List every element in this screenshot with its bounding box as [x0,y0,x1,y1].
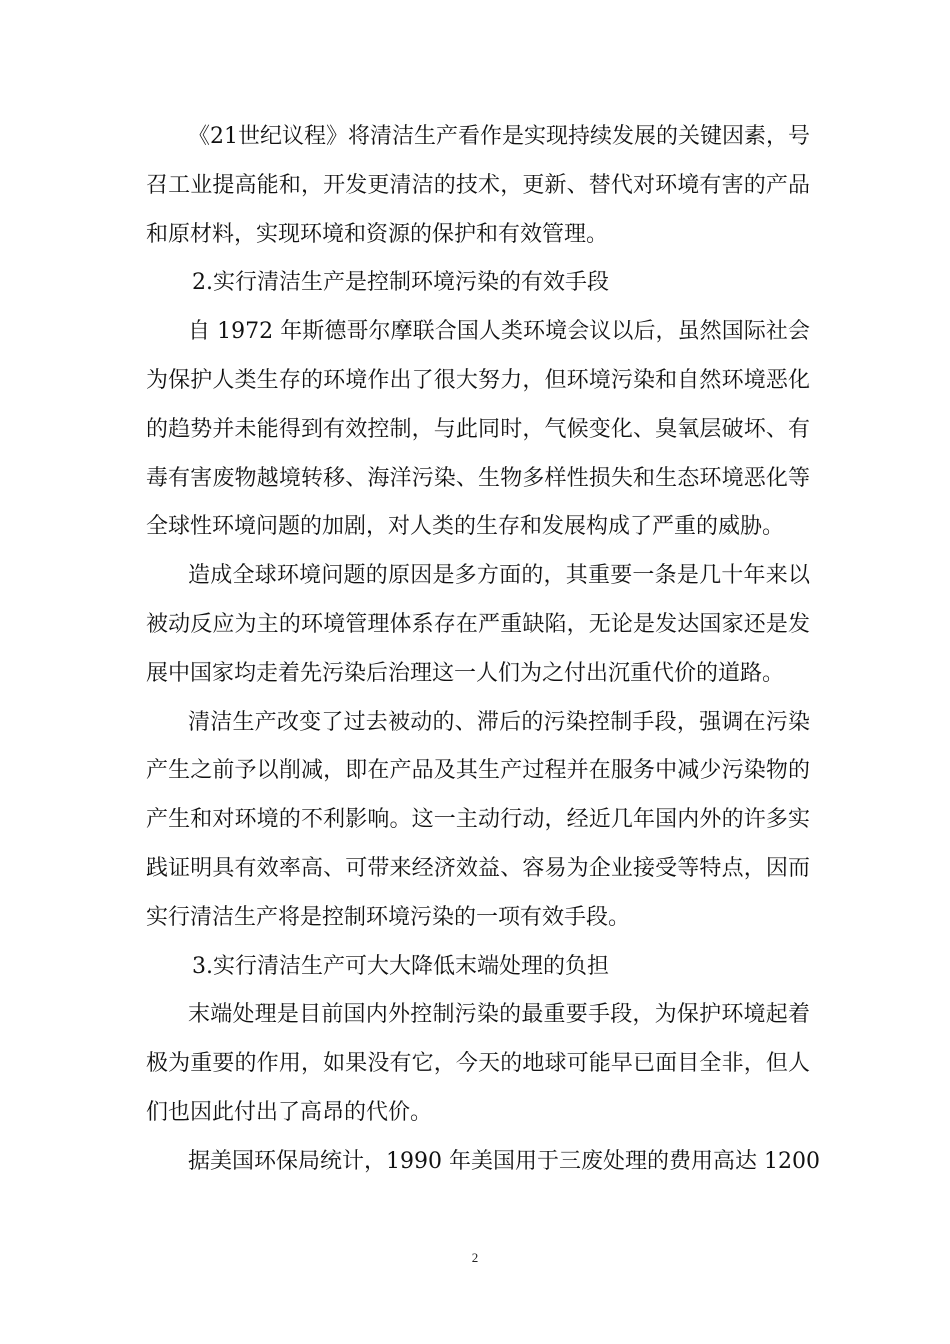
text-line: 据美国环保局统计，1990 年美国用于三废处理的费用高达 1200 [188,1148,820,1174]
text-line: 被动反应为主的环境管理体系存在严重缺陷，无论是发达国家还是发 [146,611,810,637]
document-body [146,113,820,1187]
text-line: 全球性环境问题的加剧，对人类的生存和发展构成了严重的威胁。 [146,514,785,540]
text-line: 们也因此付出了高昂的代价。 [146,1099,433,1125]
heading-line: 2.实行清洁生产是控制环境污染的有效手段 [192,270,609,296]
text-line: 产生之前予以削减，即在产品及其生产过程并在服务中减少污染物的 [146,758,810,784]
paragraph-epa-statistics [146,1138,820,1187]
text-line: 清洁生产改变了过去被动的、滞后的污染控制手段，强调在污染 [188,709,810,735]
text-line: 末端处理是目前国内外控制污染的最重要手段，为保护环境起着 [188,1002,810,1028]
page-number: 2 [471,1250,479,1265]
text-line: 实行清洁生产将是控制环境污染的一项有效手段。 [146,904,631,930]
text-line: 和原材料，实现环境和资源的保护和有效管理。 [146,221,609,247]
text-line: 极为重要的作用，如果没有它，今天的地球可能早已面目全非，但人 [146,1051,810,1077]
paragraph-end-of-pipe [146,991,810,1137]
text-line: 召工业提高能和，开发更清洁的技术，更新、替代对环境有害的产品 [146,172,810,198]
text-line: 《21世纪议程》将清洁生产看作是实现持续发展的关键因素，号 [188,124,810,149]
text-line: 展中国家均走着先污染后治理这一人们为之付出沉重代价的道路。 [146,660,785,686]
paragraph-1972-conference [146,308,810,552]
paragraph-clean-production [146,699,810,943]
text-line: 产生和对环境的不利影响。这一主动行动，经近几年国内外的许多实 [146,807,810,833]
paragraph-agenda21 [146,113,810,259]
text-line: 造成全球环境问题的原因是多方面的，其重要一条是几十年来以 [188,563,810,589]
text-line: 践证明具有效率高、可带来经济效益、容易为企业接受等特点，因而 [146,855,810,881]
paragraph-causes [146,552,810,698]
heading-line: 3.实行清洁生产可大大降低末端处理的负担 [192,953,609,979]
text-line: 自 1972 年斯德哥尔摩联合国人类环境会议以后，虽然国际社会 [188,319,810,345]
text-line: 的趋势并未能得到有效控制，与此同时，气候变化、臭氧层破坏、有 [146,416,810,442]
text-line: 毒有害废物越境转移、海洋污染、生物多样性损失和生态环境恶化等 [146,465,810,491]
section-heading-2 [146,259,810,308]
section-heading-3 [146,943,810,992]
text-line: 为保护人类生存的环境作出了很大努力，但环境污染和自然环境恶化 [146,367,810,393]
